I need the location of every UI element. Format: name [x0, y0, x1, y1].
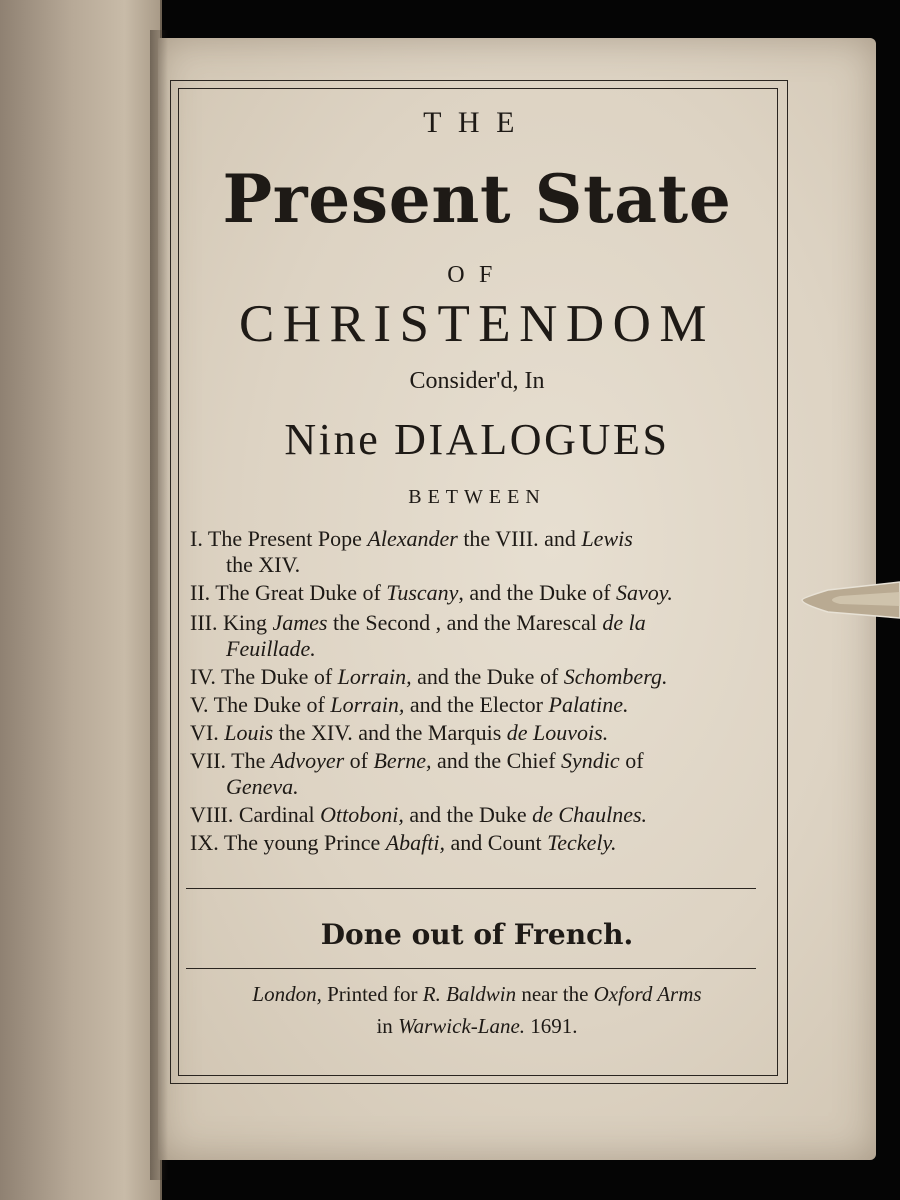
italic-segment: Louis	[224, 720, 274, 745]
text-segment: VI.	[190, 720, 225, 745]
text-segment: Printed for	[321, 982, 423, 1006]
italic-segment: de Louvois.	[506, 720, 609, 745]
italic-segment: James	[272, 610, 328, 635]
text-segment: III. King	[190, 610, 273, 635]
text-segment: near the	[516, 982, 594, 1006]
italic-segment: Feuillade.	[226, 636, 316, 661]
italic-segment: Tuscany	[386, 580, 459, 605]
title-christendom: CHRISTENDOM	[238, 295, 716, 353]
text-segment: IV. The Duke of	[190, 664, 338, 689]
text-segment: , and the Duke of	[458, 580, 617, 605]
imprint-line-1	[178, 982, 776, 1007]
italic-segment: Teckely.	[547, 830, 617, 855]
text-segment: II. The Great Duke of	[190, 580, 387, 605]
text-segment: of	[344, 748, 374, 773]
italic-segment: Geneva.	[226, 774, 299, 799]
dialogue-5-line-1	[190, 692, 629, 718]
title-the: THE	[423, 106, 531, 139]
dialogue-6-line-1	[190, 720, 608, 746]
italic-segment: Ottoboni,	[320, 802, 404, 827]
italic-segment: Abafti,	[385, 830, 446, 855]
dialogue-3-line-2	[226, 636, 316, 662]
italic-segment: de la	[602, 610, 646, 635]
book-gutter	[150, 30, 168, 1180]
dialogue-4-line-1	[190, 664, 667, 690]
text-segment: and the Elector	[404, 692, 549, 717]
italic-segment: Berne,	[373, 748, 432, 773]
italic-segment: de Chaulnes.	[532, 802, 648, 827]
text-segment: IX. The young Prince	[190, 830, 386, 855]
italic-segment: Lewis	[581, 526, 633, 551]
dialogue-7-line-1	[190, 748, 644, 774]
dialogue-1-line-2	[226, 552, 300, 578]
title-of: OF	[447, 262, 507, 288]
italic-segment: Savoy.	[616, 580, 673, 605]
italic-segment: Lorrain,	[337, 664, 412, 689]
rule-top	[186, 888, 756, 889]
text-segment: the XIV. and the Marquis	[273, 720, 507, 745]
italic-segment: Palatine.	[548, 692, 629, 717]
italic-segment: Lorrain,	[330, 692, 405, 717]
text-segment: VIII. Cardinal	[190, 802, 321, 827]
italic-segment: Advoyer	[270, 748, 345, 773]
italic-segment: Schomberg.	[563, 664, 668, 689]
rule-bottom	[186, 968, 756, 969]
done-out-of-french: Done out of French.	[320, 918, 634, 951]
dialogue-9-line-1	[190, 830, 617, 856]
imprint-line-2	[178, 1014, 776, 1039]
dialogue-3-line-1	[190, 610, 646, 636]
italic-segment: Alexander	[367, 526, 458, 551]
italic-segment: Warwick-Lane.	[398, 1014, 526, 1038]
dialogue-2-line-1	[190, 580, 673, 606]
italic-segment: Syndic	[561, 748, 620, 773]
text-segment: VII. The	[190, 748, 271, 773]
dialogue-7-line-2	[226, 774, 299, 800]
text-segment: and the Duke of	[411, 664, 564, 689]
facing-page	[0, 0, 162, 1200]
text-segment: the VIII. and	[457, 526, 582, 551]
dialogue-1-line-1	[190, 526, 633, 552]
title-nine-dialogues: Nine DIALOGUES	[284, 415, 670, 464]
italic-segment: London,	[252, 982, 322, 1006]
dialogue-8-line-1	[190, 802, 647, 828]
bookmark-tab	[800, 578, 900, 622]
text-segment: and the Duke	[403, 802, 533, 827]
italic-segment: Oxford Arms	[593, 982, 702, 1006]
text-segment: and Count	[445, 830, 548, 855]
text-segment: the Second , and the Marescal	[327, 610, 603, 635]
text-segment: 1691.	[525, 1014, 578, 1038]
text-segment: the XIV.	[226, 552, 301, 577]
text-segment: in	[376, 1014, 399, 1038]
subtitle-considerd: Consider'd, In	[409, 368, 545, 394]
text-segment: I. The Present Pope	[190, 526, 368, 551]
text-segment: of	[619, 748, 644, 773]
word-between: BETWEEN	[408, 486, 546, 508]
text-segment: V. The Duke of	[190, 692, 331, 717]
title-present-state: Present State	[222, 160, 732, 238]
italic-segment: R. Baldwin	[422, 982, 517, 1006]
text-segment: and the Chief	[431, 748, 562, 773]
